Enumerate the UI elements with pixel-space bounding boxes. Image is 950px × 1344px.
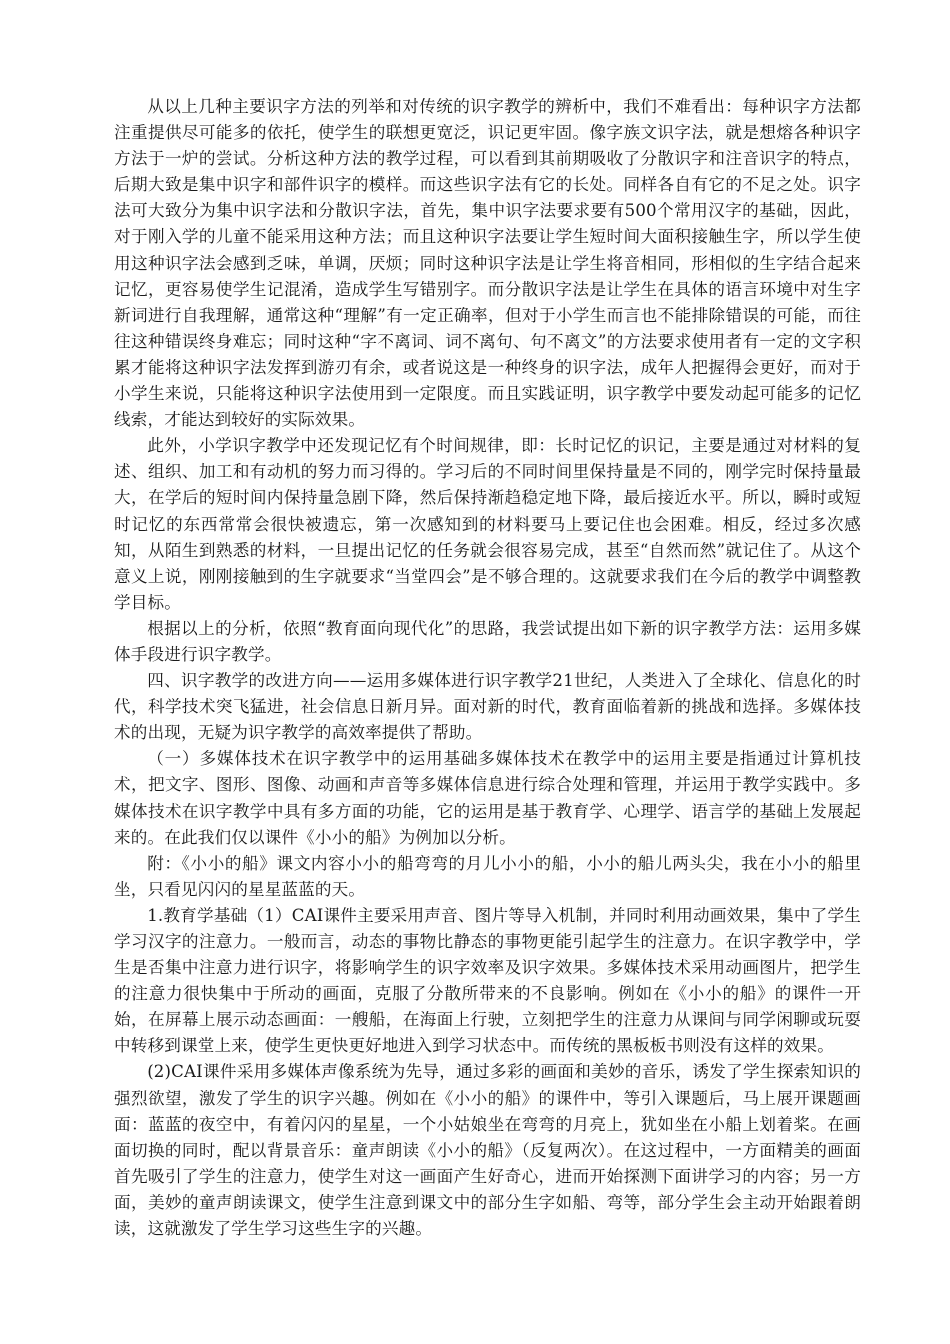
paragraph-section-four: 四、识字教学的改进方向——运用多媒体进行识字教学21世纪，人类进入了全球化、信息化的时代，科学技术突飞猛进，社会信息日新月异。面对新的时代，教育面临着新的挑战和选择。多媒体技术的出现，无疑为识字教学的高效率提供了帮助。 bbox=[114, 671, 861, 743]
paragraph-memory-rules: 此外，小学识字教学中还发现记忆有个时间规律，即：长时记忆的识记，主要是通过对材料的复述、组织、加工和有动机的努力而习得的。学习后的不同时间里保持量是不同的，刚学完时保持量最大，在学后的短时间内保持量急剧下降，然后保持渐趋稳定地下降，最后接近水平。所以，瞬时或短时记忆的东西常常会很快被遗忘，第一次感知到的材料要马上要记住也会困难。相反，经过多次感知，从陌生到熟悉的材料，一旦提出记忆的任务就会很容易完成，甚至“自然而然”就记住了。从这个意义上说，刚刚接触到的生字就要求“当堂四会”是不够合理的。这就要求我们在今后的教学中调整教学目标。 bbox=[114, 436, 861, 612]
paragraph-multimedia-basis: （一）多媒体技术在识字教学中的运用基础多媒体技术在教学中的运用主要是指通过计算机技术，把文字、图形、图像、动画和声音等多媒体信息进行综合处理和管理，并运用于教学实践中。多媒体技术在识字教学中具有多方面的功能，它的运用是基于教育学、心理学、语言学的基础上发展起来的。在此我们仅以课件《小小的船》为例加以分析。 bbox=[114, 749, 861, 847]
paragraph-appendix-text: 附：《小小的船》课文内容小小的船弯弯的月儿小小的船，小小的船儿两头尖，我在小小的船里坐，只看见闪闪的星星蓝蓝的天。 bbox=[114, 853, 861, 899]
paragraph-pedagogy-basis-1: 1.教育学基础（1）CAI课件主要采用声音、图片等导入机制，并同时利用动画效果，集中了学生学习汉字的注意力。一般而言，动态的事物比静态的事物更能引起学生的注意力。在识字教学中，学生是否集中注意力进行识字，将影响学生的识字效率及识字效果。多媒体技术采用动画图片，把学生的注意力很快集中于所动的画面，克服了分散所带来的不良影响。例如在《小小的船》的课件一开始，在屏幕上展示动态画面：一艘船，在海面上行驶，立刻把学生的注意力从课间与同学闲聊或玩耍中转移到课堂上来，使学生更快更好地进入到学习状态中。而传统的黑板板书则没有这样的效果。 bbox=[114, 905, 861, 1056]
paragraph-pedagogy-basis-2: (2)CAI课件采用多媒体声像系统为先导，通过多彩的画面和美妙的音乐，诱发了学生探索知识的强烈欲望，激发了学生的识字兴趣。例如在《小小的船》的课件中，等引入课题后，马上展开课题画面：蓝蓝的夜空中，有着闪闪的星星，一个小姑娘坐在弯弯的月亮上，犹如坐在小船上划着桨。在画面切换的同时，配以背景音乐：童声朗读《小小的船》（反复两次）。在这过程中，一方面精美的画面首先吸引了学生的注意力，使学生对这一画面产生好奇心，进而开始探测下面讲学习的内容；另一方面，美妙的童声朗读课文，使学生注意到课文中的部分生字如船、弯等，部分学生会主动开始跟着朗读，这就激发了学生学习这些生字的兴趣。 bbox=[114, 1062, 861, 1239]
document-body bbox=[114, 94, 861, 1242]
paragraph-literacy-methods: 从以上几种主要识字方法的列举和对传统的识字教学的辨析中，我们不难看出：每种识字方法都注重提供尽可能多的依托，使学生的联想更宽泛，识记更牢固。像字族文识字法，就是想熔各种识字方法于一炉的尝试。分析这种方法的教学过程，可以看到其前期吸收了分散识字和注音识字的特点，后期大致是集中识字和部件识字的模样。而这些识字法有它的长处。同样各自有它的不足之处。识字法可大致分为集中识字法和分散识字法，首先，集中识字法要求要有500个常用汉字的基础，因此，对于刚入学的儿童不能采用这种方法；而且这种识字法要让学生短时间大面积接触生字，所以学生使用这种识字法会感到乏味，单调，厌烦；同时这种识字法是让学生将音相同，形相似的生字结合起来记忆，更容易使学生记混淆，造成学生写错别字。而分散识字法是让学生在具体的语言环境中对生字新词进行自我理解，通常这种“理解”有一定正确率，但对于小学生而言也不能排除错误的可能，而往往这种错误终身难忘；同时这种“字不离词、词不离句、句不离文”的方法要求使用者有一定的文字积累才能将这种识字法发挥到游刃有余，或者说这是一种终身的识字法，成年人把握得会更好，而对于小学生来说，只能将这种识字法使用到一定限度。而且实践证明，识字教学中要发动起可能多的记忆线索，才能达到较好的实际效果。 bbox=[114, 97, 861, 430]
paragraph-proposal: 根据以上的分析，依照“教育面向现代化”的思路，我尝试提出如下新的识字教学方法：运用多媒体手段进行识字教学。 bbox=[114, 618, 861, 664]
